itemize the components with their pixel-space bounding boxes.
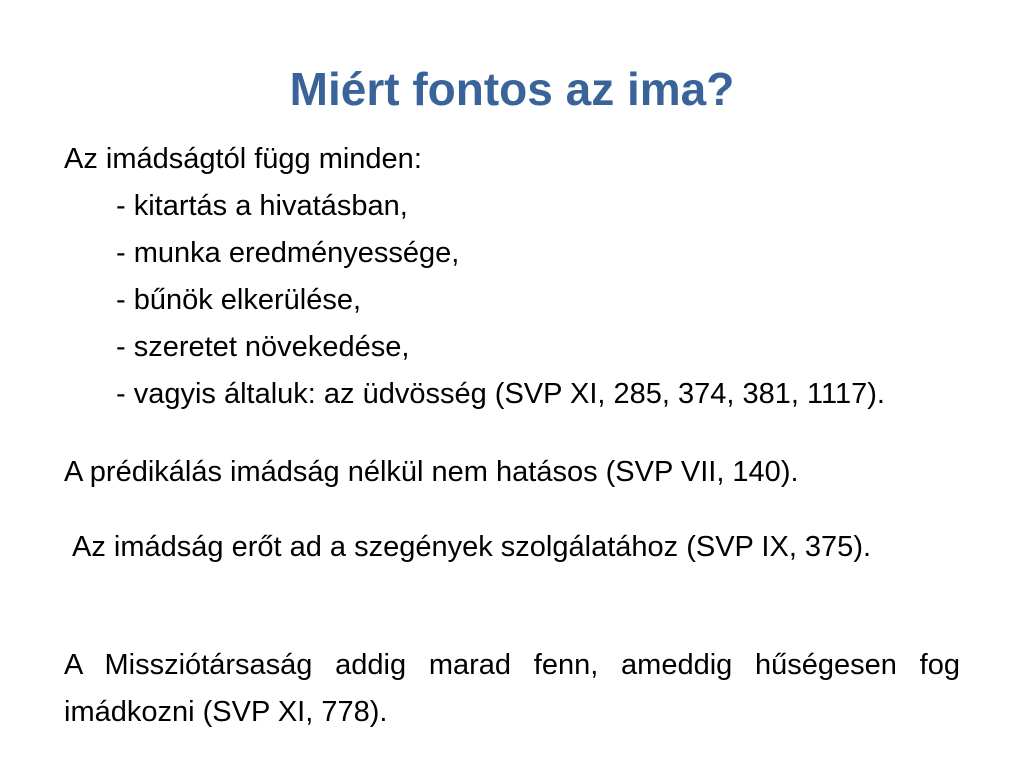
- list-item: - kitartás a hivatásban,: [116, 190, 408, 222]
- list-item: - vagyis általuk: az üdvösség (SVP XI, 285, 374, 381, 1117).: [116, 378, 885, 410]
- list-item: - munka eredményessége,: [116, 237, 460, 269]
- intro-text: Az imádságtól függ minden:: [64, 143, 422, 175]
- paragraph-preaching: A prédikálás imádság nélkül nem hatásos (SVP VII, 140).: [64, 456, 799, 488]
- list-item: - bűnök elkerülése,: [116, 284, 362, 316]
- bullet-list: [116, 183, 961, 418]
- list-item: - szeretet növekedése,: [116, 331, 410, 363]
- paragraph-service: Az imádság erőt ad a szegények szolgálatához (SVP IX, 375).: [72, 531, 872, 563]
- slide-title: Miért fontos az ima?: [289, 63, 735, 115]
- paragraph-congregation: A Missziótársaság addig marad fenn, ameddig hűségesen fog imádkozni (SVP XI, 778).: [64, 649, 960, 728]
